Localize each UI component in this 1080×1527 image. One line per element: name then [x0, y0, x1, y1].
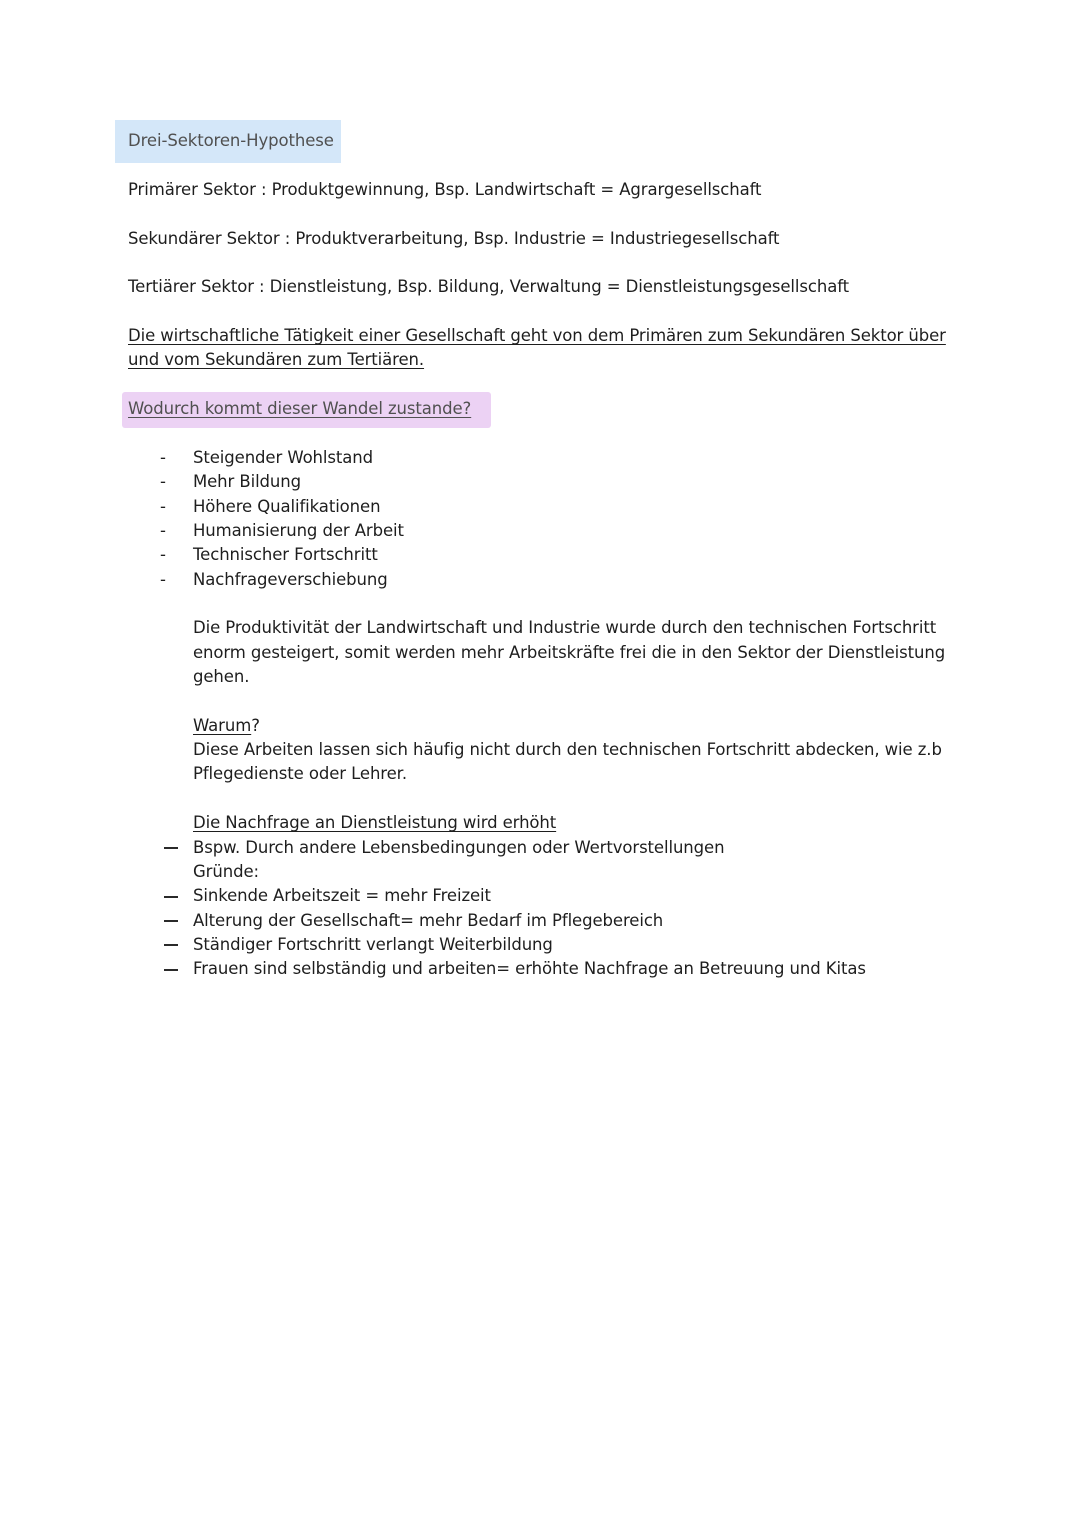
reason-item: Sinkende Arbeitszeit = mehr Freizeit	[193, 886, 491, 905]
question-heading: Wodurch kommt dieser Wandel zustande?	[128, 399, 472, 418]
reason-item: Ständiger Fortschritt verlangt Weiterbildung	[193, 935, 553, 954]
bullet-marker: -	[160, 521, 166, 540]
why-line-1: Diese Arbeiten lassen sich häufig nicht durch den technischen Fortschritt abdecken, wie z.b	[193, 740, 942, 759]
cause-item: Technischer Fortschritt	[193, 545, 378, 564]
reasons-label: Gründe:	[193, 862, 259, 881]
dash-marker	[164, 920, 178, 922]
bullet-marker: -	[160, 570, 166, 589]
summary-line-2: und vom Sekundären zum Tertiären.	[128, 350, 425, 369]
sector-tertiary: Tertiärer Sektor : Dienstleistung, Bsp. Bildung, Verwaltung = Dienstleistungsgesellschaft	[128, 277, 850, 296]
cause-item: Steigender Wohlstand	[193, 448, 374, 467]
reason-item: Frauen sind selbständig und arbeiten= erhöhte Nachfrage an Betreuung und Kitas	[193, 959, 866, 978]
cause-item: Mehr Bildung	[193, 472, 302, 491]
document-title: Drei-Sektoren-Hypothese	[128, 131, 334, 150]
cause-item: Höhere Qualifikationen	[193, 497, 381, 516]
reason-item: Alterung der Gesellschaft= mehr Bedarf im Pflegebereich	[193, 911, 664, 930]
cause-item: Nachfrageverschiebung	[193, 570, 388, 589]
sector-secondary: Sekundärer Sektor : Produktverarbeitung, Bsp. Industrie = Industriegesellschaft	[128, 229, 780, 248]
bullet-marker: -	[160, 497, 166, 516]
dash-marker	[164, 944, 178, 946]
productivity-line-1: Die Produktivität der Landwirtschaft und Industrie wurde durch den technischen Fortschritt	[193, 618, 937, 637]
sector-primary: Primärer Sektor : Produktgewinnung, Bsp. Landwirtschaft = Agrargesellschaft	[128, 180, 762, 199]
bullet-marker: -	[160, 448, 166, 467]
bullet-marker: -	[160, 545, 166, 564]
summary-line-1: Die wirtschaftliche Tätigkeit einer Gesellschaft geht von dem Primären zum Sekundären Sektor über	[128, 326, 946, 345]
why-heading-mark: ?	[251, 716, 260, 735]
productivity-line-3: gehen.	[193, 667, 250, 686]
dash-marker	[164, 847, 178, 849]
cause-item: Humanisierung der Arbeit	[193, 521, 404, 540]
why-heading	[193, 714, 260, 738]
bullet-marker: -	[160, 472, 166, 491]
demand-example: Bspw. Durch andere Lebensbedingungen oder Wertvorstellungen	[193, 838, 725, 857]
dash-marker	[164, 969, 178, 971]
why-line-2: Pflegedienste oder Lehrer.	[193, 764, 407, 783]
demand-heading: Die Nachfrage an Dienstleistung wird erhöht	[193, 813, 557, 832]
why-heading-word: Warum	[193, 716, 252, 735]
dash-marker	[164, 896, 178, 898]
productivity-line-2: enorm gesteigert, somit werden mehr Arbeitskräfte frei die in den Sektor der Dienstleistung	[193, 643, 946, 662]
